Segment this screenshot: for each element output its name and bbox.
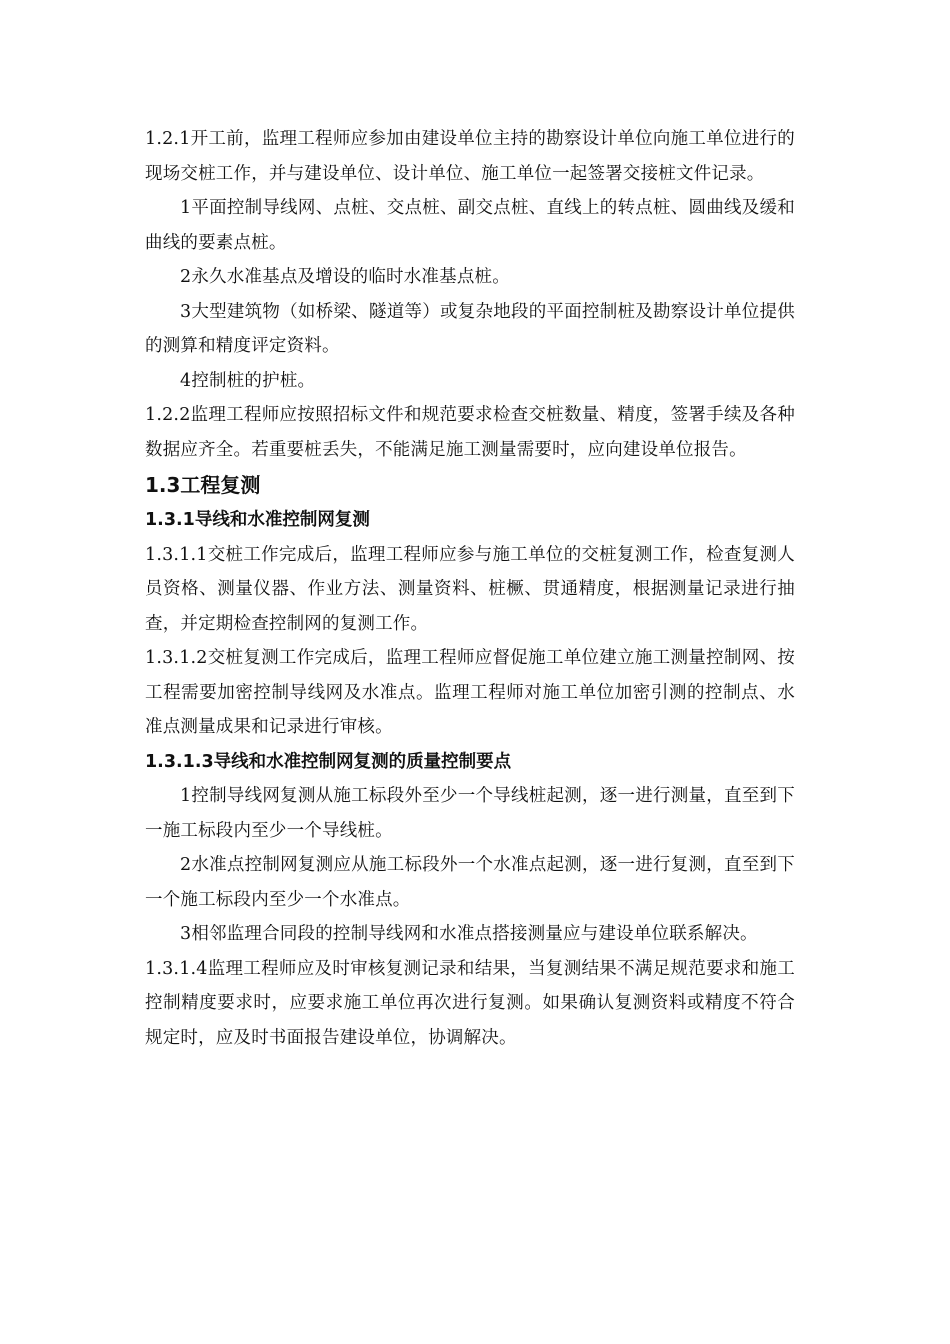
paragraph-1-3-1-4: 1.3.1.4监理工程师应及时审核复测记录和结果，当复测结果不满足规范要求和施工控制精度要求时，应要求施工单位再次进行复测。如果确认复测资料或精度不符合规定时，应及时书面报告建设单位，协调解决。 bbox=[145, 958, 795, 1048]
paragraph-1-2-1: 1.2.1开工前，监理工程师应参加由建设单位主持的勘察设计单位向施工单位进行的现场交桩工作，并与建设单位、设计单位、施工单位一起签署交接桩文件记录。 bbox=[145, 129, 795, 184]
list-item-2: 2永久水准基点及增设的临时水准基点桩。 bbox=[180, 267, 510, 287]
paragraph-1-3-1-1: 1.3.1.1交桩工作完成后，监理工程师应参与施工单位的交桩复测工作，检查复测人员资格、测量仪器、作业方法、测量资料、桩橛、贯通精度，根据测量记录进行抽查，并定期检查控制网的复测工作。 bbox=[145, 544, 795, 634]
list-item-4: 4控制桩的护桩。 bbox=[180, 370, 316, 391]
paragraph-1-3-1-2: 1.3.1.2交桩复测工作完成后，监理工程师应督促施工单位建立施工测量控制网、按工程需要加密控制导线网及水准点。监理工程师对施工单位加密引测的控制点、水准点测量成果和记录进行审核。 bbox=[145, 648, 795, 737]
list-item-1: 1平面控制导线网、点桩、交点桩、副交点桩、直线上的转点桩、圆曲线及缓和曲线的要素点桩。 bbox=[145, 198, 795, 253]
control-point-item-3: 3相邻监理合同段的控制导线网和水准点搭接测量应与建设单位联系解决。 bbox=[180, 924, 758, 944]
subsection-heading-1-3-1-3: 1.3.1.3导线和水准控制网复测的质量控制要点 bbox=[145, 751, 512, 772]
paragraph-1-2-2: 1.2.2监理工程师应按照招标文件和规范要求检查交桩数量、精度，签署手续及各种数据应齐全。若重要桩丢失，不能满足施工测量需要时，应向建设单位报告。 bbox=[145, 405, 795, 460]
subsection-heading-1-3-1: 1.3.1导线和水准控制网复测 bbox=[145, 510, 370, 530]
document-body bbox=[145, 122, 795, 1055]
control-point-item-1: 1控制导线网复测从施工标段外至少一个导线桩起测，逐一进行测量，直至到下一施工标段内至少一个导线桩。 bbox=[145, 786, 795, 841]
control-point-item-2: 2水准点控制网复测应从施工标段外一个水准点起测，逐一进行复测，直至到下一个施工标段内至少一个水准点。 bbox=[145, 855, 795, 910]
list-item-3: 3大型建筑物（如桥梁、隧道等）或复杂地段的平面控制桩及勘察设计单位提供的测算和精度评定资料。 bbox=[145, 301, 795, 356]
section-heading-1-3: 1.3工程复测 bbox=[145, 473, 261, 497]
